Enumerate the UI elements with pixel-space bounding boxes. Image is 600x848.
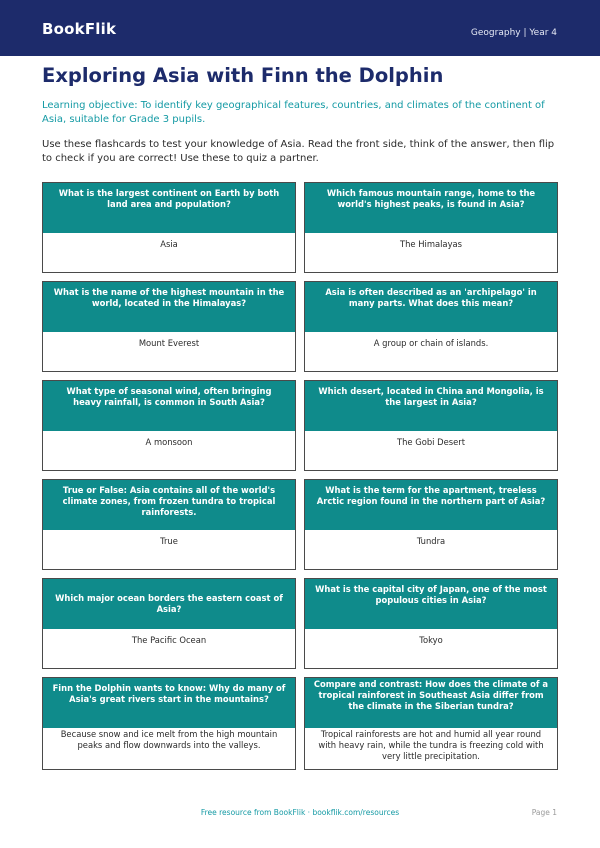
flashcard-answer: Mount Everest <box>43 332 295 371</box>
flashcard-answer: Because snow and ice melt from the high mountain peaks and flow downwards into the valleys. <box>43 728 295 769</box>
subject-year-label: Geography | Year 4 <box>470 28 557 38</box>
flashcard-question: What is the capital city of Japan, one of the most populous cities in Asia? <box>305 579 557 629</box>
flashcard-answer: Tokyo <box>305 629 557 668</box>
flashcard[interactable] <box>42 182 296 273</box>
flashcard[interactable] <box>42 380 296 471</box>
flashcard[interactable] <box>42 578 296 669</box>
flashcard[interactable] <box>42 281 296 372</box>
flashcard-answer: The Himalayas <box>305 233 557 272</box>
learning-objective: Learning objective: To identify key geographical features, countries, and climates of the continent of Asia, suitable for Grade 3 pupils. <box>42 100 545 125</box>
flashcard-answer: The Pacific Ocean <box>43 629 295 668</box>
flashcard-question: Asia is often described as an 'archipelago' in many parts. What does this mean? <box>305 282 557 332</box>
flashcard-question: Finn the Dolphin wants to know: Why do many of Asia's great rivers start in the mountains? <box>43 678 295 728</box>
flashcard-grid <box>42 182 558 770</box>
flashcard-answer: True <box>43 530 295 569</box>
flashcard[interactable] <box>304 479 558 570</box>
flashcard-question: True or False: Asia contains all of the world's climate zones, from frozen tundra to tropical rainforests. <box>43 480 295 530</box>
flashcard[interactable] <box>304 182 558 273</box>
flashcard-answer: A group or chain of islands. <box>305 332 557 371</box>
flashcard-answer: The Gobi Desert <box>305 431 557 470</box>
flashcard-question: Compare and contrast: How does the climate of a tropical rainforest in Southeast Asia differ from the climate in the Siberian tundra? <box>305 678 557 728</box>
flashcard[interactable] <box>42 677 296 770</box>
flashcard-question: What is the term for the apartment, treeless Arctic region found in the northern part of Asia? <box>305 480 557 530</box>
footer-credit[interactable]: Free resource from BookFlik · bookflik.com/resources <box>200 808 400 817</box>
flashcard-question: What is the largest continent on Earth by both land area and population? <box>43 183 295 233</box>
flashcard-question: What type of seasonal wind, often bringing heavy rainfall, is common in South Asia? <box>43 381 295 431</box>
flashcard[interactable] <box>304 677 558 770</box>
flashcard[interactable] <box>304 578 558 669</box>
flashcard-answer: Tropical rainforests are hot and humid all year round with heavy rain, while the tundra is freezing cold with very little precipitation. <box>305 728 557 769</box>
flashcard-answer: A monsoon <box>43 431 295 470</box>
page-number: Page 1 <box>531 808 557 817</box>
flashcard-answer: Asia <box>43 233 295 272</box>
flashcard[interactable] <box>42 479 296 570</box>
brand-logo[interactable]: BookFlik <box>42 20 117 38</box>
page-title: Exploring Asia with Finn the Dolphin <box>42 64 444 87</box>
flashcard-question: Which famous mountain range, home to the world's highest peaks, is found in Asia? <box>305 183 557 233</box>
flashcard[interactable] <box>304 380 558 471</box>
flashcard-answer: Tundra <box>305 530 557 569</box>
intro-text: Use these flashcards to test your knowledge of Asia. Read the front side, think of the answer, then flip to check if you are correct! Use these to quiz a partner. <box>42 139 555 164</box>
flashcard-question: What is the name of the highest mountain in the world, located in the Himalayas? <box>43 282 295 332</box>
flashcard[interactable] <box>304 281 558 372</box>
flashcard-question: Which major ocean borders the eastern coast of Asia? <box>43 579 295 629</box>
header-bar <box>0 0 600 56</box>
flashcard-question: Which desert, located in China and Mongolia, is the largest in Asia? <box>305 381 557 431</box>
